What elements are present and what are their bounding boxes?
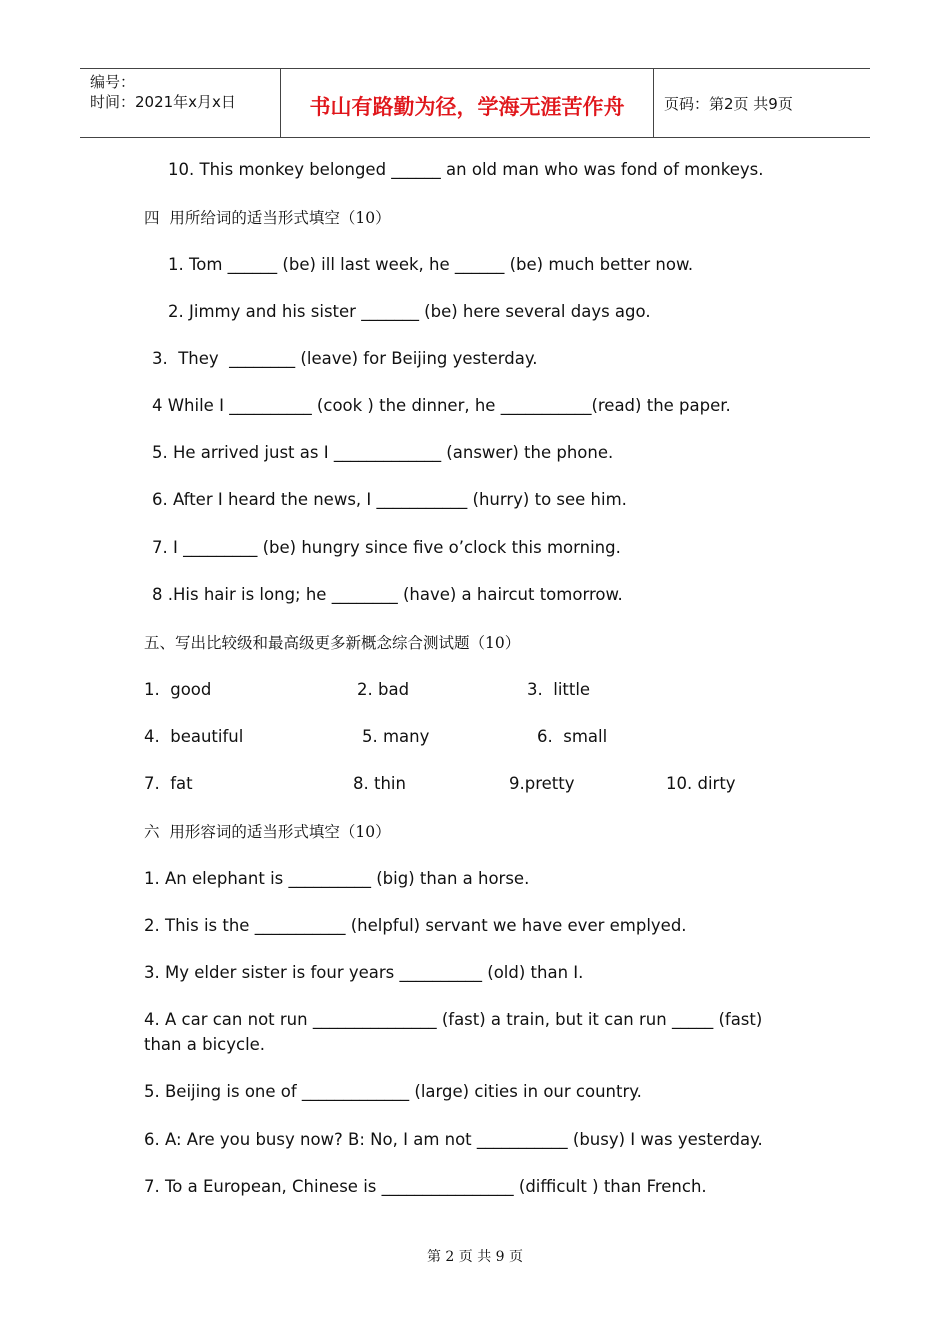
header-page-cell (654, 69, 870, 137)
question-line: 3. My elder sister is four years __________ (old) than I. (144, 963, 584, 982)
question-line: 10. This monkey belonged ______ an old man who was fond of monkeys. (168, 160, 764, 179)
document-date-label: 时间：2021年x月x日 (90, 93, 236, 111)
question-line: 4 While I __________ (cook ) the dinner, he ___________(read) the paper. (152, 396, 731, 415)
question-line: 3. They ________ (leave) for Beijing yesterday. (152, 349, 538, 368)
question-line-continued: than a bicycle. (144, 1035, 266, 1054)
question-line: 5. Beijing is one of _____________ (large) cities in our country. (144, 1082, 642, 1101)
question-line: 2. Jimmy and his sister _______ (be) here several days ago. (168, 302, 651, 321)
page-info: 页码：第2页 共9页 (664, 95, 793, 113)
word-item: 9.pretty (509, 774, 575, 793)
section-title: 五、写出比较级和最高级更多新概念综合测试题（10） (144, 634, 521, 652)
question-line: 7. I _________ (be) hungry since five o’clock this morning. (152, 538, 621, 557)
question-line: 1. An elephant is __________ (big) than a horse. (144, 869, 530, 888)
word-item: 3. little (527, 680, 591, 699)
page-header (80, 68, 870, 138)
word-item: 10. dirty (666, 774, 736, 793)
section-title: 四 用所给词的适当形式填空（10） (144, 209, 391, 227)
question-line: 1. Tom ______ (be) ill last week, he ______ (be) much better now. (168, 255, 694, 274)
question-line: 5. He arrived just as I _____________ (answer) the phone. (152, 443, 614, 462)
question-line: 8 .His hair is long; he ________ (have) a haircut tomorrow. (152, 585, 623, 604)
word-item: 2. bad (357, 680, 410, 699)
page-footer: 第 2 页 共 9 页 (426, 1249, 524, 1265)
question-line: 6. A: Are you busy now? B: No, I am not ___________ (busy) I was yesterday. (144, 1130, 763, 1149)
question-line: 6. After I heard the news, I ___________ (hurry) to see him. (152, 490, 627, 509)
document-number-label: 编号： (90, 73, 136, 91)
word-item: 6. small (537, 727, 608, 746)
word-item: 8. thin (353, 774, 406, 793)
question-line: 2. This is the ___________ (helpful) servant we have ever emplyed. (144, 916, 687, 935)
word-item: 5. many (362, 727, 430, 746)
motto-text: 书山有路勤为径，学海无涯苦作舟 (309, 94, 625, 119)
word-item: 7. fat (144, 774, 193, 793)
word-item: 1. good (144, 680, 212, 699)
question-line: 7. To a European, Chinese is ________________ (difficult ) than French. (144, 1177, 707, 1196)
word-item: 4. beautiful (144, 727, 244, 746)
question-line: 4. A car can not run _______________ (fast) a train, but it can run _____ (fast) (144, 1010, 763, 1029)
header-meta-cell (80, 69, 281, 137)
header-motto-cell (281, 69, 654, 137)
section-title: 六 用形容词的适当形式填空（10） (144, 823, 391, 841)
